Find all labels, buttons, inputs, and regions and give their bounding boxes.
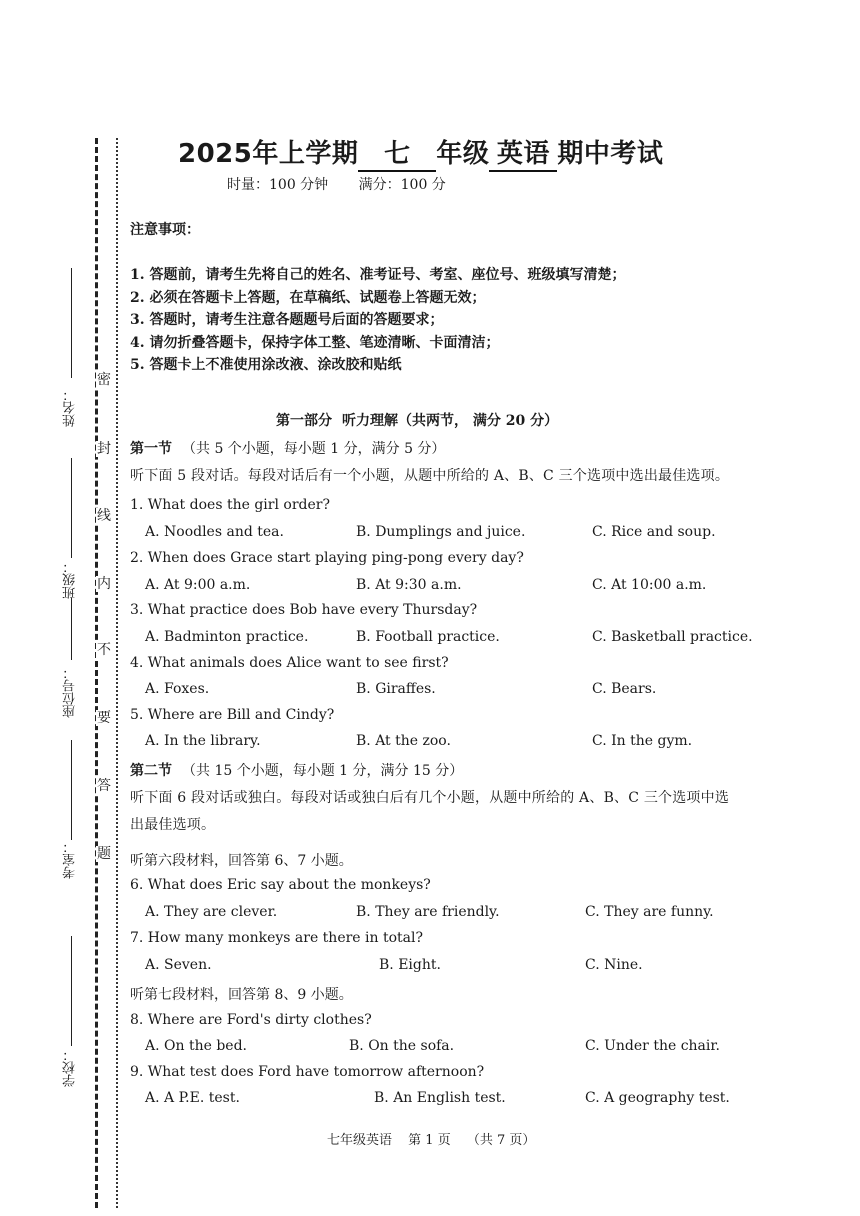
option-c: C. Rice and soup. <box>592 524 716 540</box>
option-b: B. Football practice. <box>356 629 500 645</box>
name-field-label: 姓名： <box>63 388 78 428</box>
seal-char: 题 <box>97 846 111 862</box>
subject-blank: 英语 <box>489 133 557 172</box>
section1-heading <box>130 438 445 458</box>
school-field-label: 学校： <box>63 1048 78 1088</box>
part1-name: 听力理解（共两节， 满分 20 分） <box>342 413 559 429</box>
section1-title: 第一节 <box>130 441 172 457</box>
option-a: A. Foxes. <box>145 681 210 697</box>
question: 2. When does Grace start playing ping-pong every day? <box>130 550 524 566</box>
option-c: C. Under the chair. <box>585 1038 720 1054</box>
option-b: B. At 9:30 a.m. <box>356 577 462 593</box>
binding-dashed-line <box>95 138 98 1208</box>
notice-heading: 注意事项： <box>130 222 200 238</box>
part1-heading <box>276 410 568 430</box>
binding-dotted-line <box>116 138 118 1208</box>
section1-desc: （共 5 个小题，每小题 1 分，满分 5 分） <box>182 441 446 457</box>
grade-suffix: 年级 <box>436 139 490 169</box>
seal-char: 封 <box>97 441 111 457</box>
exam-score: 满分：100 分 <box>358 177 446 193</box>
option-a: A. In the library. <box>145 733 261 749</box>
option-c: C. Basketball practice. <box>592 629 753 645</box>
notice-item: 5. 答题卡上不准使用涂改液、涂改胶和贴纸 <box>130 357 402 373</box>
option-c: C. Bears. <box>592 681 657 697</box>
class-field-line <box>71 458 72 558</box>
option-a: A. At 9:00 a.m. <box>145 577 251 593</box>
option-c: C. At 10:00 a.m. <box>592 577 707 593</box>
material-note: 听第六段材料，回答第 6、7 小题。 <box>130 853 353 869</box>
section2-desc: （共 15 个小题，每小题 1 分，满分 15 分） <box>182 763 464 779</box>
seal-char: 线 <box>97 508 111 524</box>
section2-instruction: 听下面 6 段对话或独白。每段对话或独白后有几个小题，从题中所给的 A、B、C 三个选项中选出最佳选项。 <box>130 790 730 833</box>
grade-blank: 七 <box>358 133 436 172</box>
room-field-line <box>71 740 72 840</box>
seat-field-label: 座位号： <box>63 666 78 718</box>
page-footer <box>327 1129 547 1148</box>
footer-subject: 七年级英语 <box>327 1133 393 1148</box>
notice-item: 4. 请勿折叠答题卡，保持字体工整、笔迹清晰、卡面清洁； <box>130 334 500 351</box>
seal-char: 要 <box>97 710 111 726</box>
question: 3. What practice does Bob have every Thursday? <box>130 602 478 618</box>
page-title <box>178 133 663 172</box>
question: 8. Where are Ford's dirty clothes? <box>130 1012 372 1028</box>
room-field-label: 考室： <box>63 840 78 880</box>
option-b: B. Eight. <box>379 957 441 973</box>
option-c: C. They are funny. <box>585 904 714 920</box>
section1-instruction: 听下面 5 段对话。每段对话后有一个小题，从题中所给的 A、B、C 三个选项中选出最佳选项。 <box>130 468 730 484</box>
notice-item: 3. 答题时，请考生注意各题题号后面的答题要求； <box>130 312 444 328</box>
option-b: B. At the zoo. <box>356 733 451 749</box>
name-field-line <box>71 268 72 378</box>
question: 4. What animals does Alice want to see first? <box>130 655 449 671</box>
notice-list <box>130 264 626 377</box>
option-b: B. An English test. <box>374 1090 506 1106</box>
section2-heading <box>130 760 463 780</box>
footer-total: （共 7 页） <box>466 1133 536 1148</box>
option-a: A. Noodles and tea. <box>145 524 284 540</box>
option-b: B. Dumplings and juice. <box>356 524 526 540</box>
seat-field-line <box>71 598 72 660</box>
option-b: B. They are friendly. <box>356 904 500 920</box>
option-c: C. A geography test. <box>585 1090 730 1106</box>
option-a: A. On the bed. <box>145 1038 247 1054</box>
part1-title: 第一部分 <box>276 413 332 429</box>
option-b: B. Giraffes. <box>356 681 436 697</box>
option-a: A. Badminton practice. <box>145 629 309 645</box>
question: 7. How many monkeys are there in total? <box>130 930 423 946</box>
question: 9. What test does Ford have tomorrow afternoon? <box>130 1064 485 1080</box>
footer-page: 第 1 页 <box>408 1133 451 1148</box>
option-a: A. Seven. <box>145 957 212 973</box>
notice-item: 2. 必须在答题卡上答题，在草稿纸、试题卷上答题无效； <box>130 289 486 306</box>
notice-item: 1. 答题前，请考生先将自己的姓名、准考证号、考室、座位号、班级填写清楚； <box>130 267 626 283</box>
class-field-label: 班级： <box>63 560 78 600</box>
exam-meta <box>227 174 472 194</box>
seal-char: 内 <box>97 576 111 592</box>
seal-char: 答 <box>97 778 111 794</box>
option-c: C. Nine. <box>585 957 643 973</box>
school-field-line <box>71 936 72 1046</box>
option-c: C. In the gym. <box>592 733 693 749</box>
question: 1. What does the girl order? <box>130 497 330 513</box>
option-a: A. A P.E. test. <box>145 1090 240 1106</box>
seal-char: 不 <box>97 642 111 658</box>
section2-title: 第二节 <box>130 763 172 779</box>
exam-time: 时量：100 分钟 <box>227 177 329 193</box>
title-prefix: 2025年上学期 <box>178 139 359 169</box>
binding-margin <box>0 0 125 1216</box>
material-note: 听第七段材料，回答第 8、9 小题。 <box>130 987 353 1003</box>
option-b: B. On the sofa. <box>349 1038 455 1054</box>
question: 5. Where are Bill and Cindy? <box>130 707 335 723</box>
seal-char: 密 <box>97 372 111 388</box>
title-suffix: 期中考试 <box>557 139 664 169</box>
question: 6. What does Eric say about the monkeys? <box>130 877 431 893</box>
option-a: A. They are clever. <box>145 904 278 920</box>
